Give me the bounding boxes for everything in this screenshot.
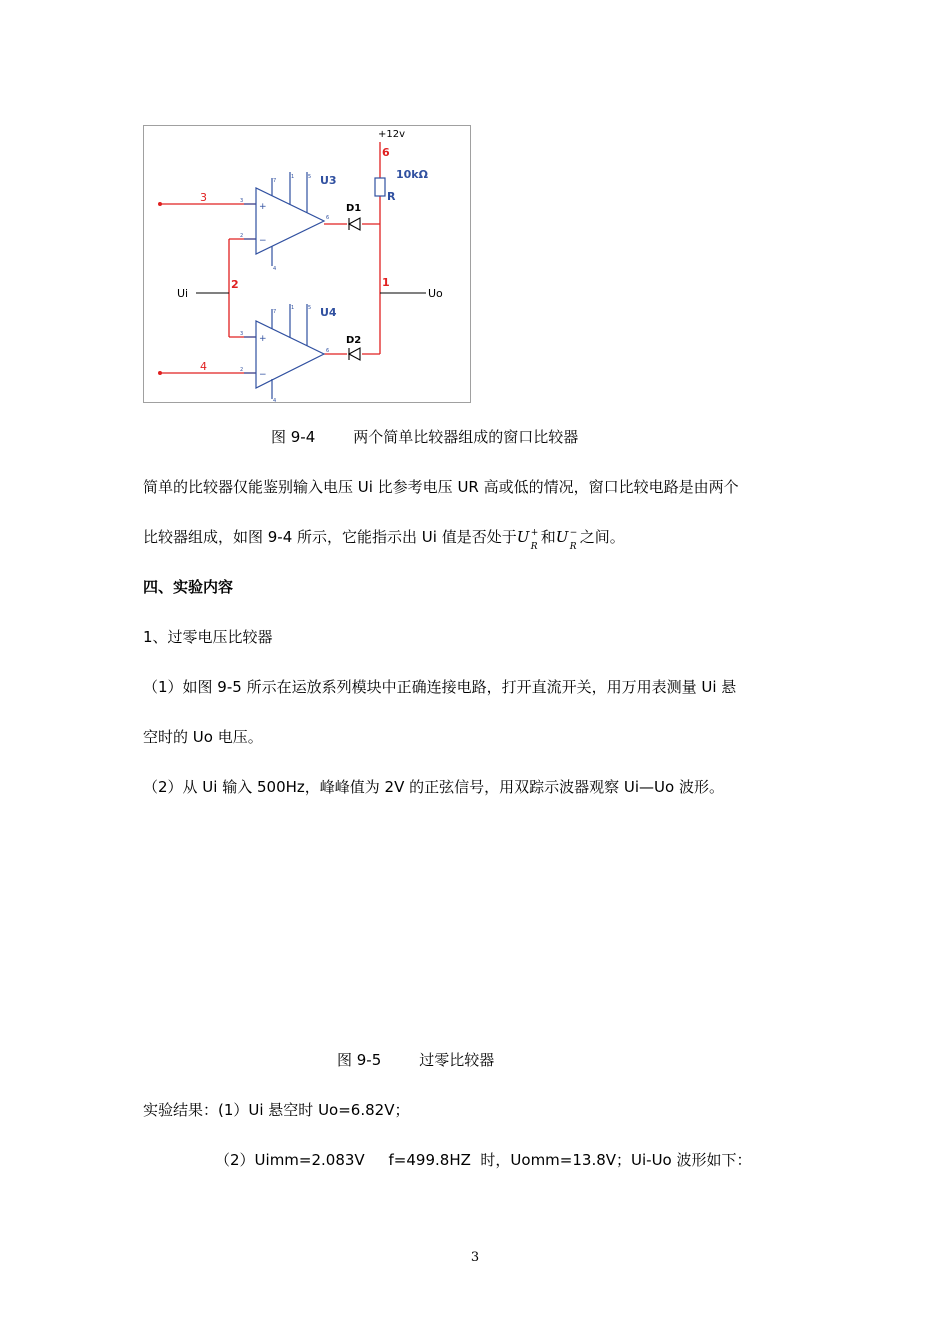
u3-plus: +	[259, 202, 267, 212]
diode-d2-label: D2	[346, 335, 362, 346]
resistor-r	[375, 178, 385, 196]
window-comparator-schematic	[144, 126, 470, 402]
paragraph-1-line-2	[143, 527, 625, 552]
page-number: 3	[470, 1250, 480, 1265]
u3-pin-7: 7	[273, 178, 277, 184]
input-4-label: 4	[200, 360, 207, 373]
figure-9-5-number: 图 9-5	[337, 1051, 382, 1069]
diode-d2	[349, 348, 360, 360]
opamp-u3	[244, 172, 324, 266]
figure-9-4-circuit	[143, 125, 471, 403]
opamp-u4-label: U4	[320, 306, 337, 319]
output-uo-label: Uo	[428, 287, 443, 300]
math-u-r-plus	[516, 527, 541, 552]
paragraph-1-line-1: 简单的比较器仅能鉴别输入电压 Ui 比参考电压 UR 高或低的情况，窗口比较电路是由两个	[143, 478, 739, 496]
supply-label: +12v	[378, 129, 406, 140]
u3-pin-2: 2	[240, 233, 244, 239]
u3-pin-6: 6	[326, 215, 330, 221]
opamp-u3-label: U3	[320, 174, 337, 187]
figure-9-5-title: 过零比较器	[419, 1051, 495, 1069]
u3-pin-5: 5	[308, 174, 312, 180]
math-u1: U	[516, 528, 530, 546]
u4-pin-3: 3	[240, 331, 244, 337]
opamp-u4	[244, 304, 324, 399]
item-1-heading: 1、过零电压比较器	[143, 628, 273, 646]
input-node-top	[158, 202, 162, 206]
math-u1-sub: R	[530, 542, 538, 552]
input-ui-label: Ui	[177, 287, 189, 300]
diode-d1-label: D1	[346, 203, 362, 214]
math-u1-sup: +	[530, 528, 539, 538]
u4-minus: −	[259, 370, 267, 380]
para1-line2-post: 之间。	[579, 528, 625, 546]
u4-plus: +	[259, 334, 267, 344]
u4-pin-7: 7	[273, 309, 277, 315]
node-2-label: 2	[231, 278, 239, 291]
node-6-label: 6	[382, 146, 390, 159]
input-node-bottom	[158, 371, 162, 375]
resistor-value: 10kΩ	[396, 168, 428, 181]
u3-pin-3: 3	[240, 198, 244, 204]
para1-line2-mid: 和	[540, 528, 556, 546]
u4-pin-6: 6	[326, 348, 330, 354]
math-u2-sup: −	[569, 528, 578, 538]
u3-pin-4: 4	[273, 266, 277, 272]
u3-minus: −	[259, 236, 267, 246]
u4-pin-5: 5	[308, 305, 312, 311]
section-heading: 四、实验内容	[143, 578, 234, 596]
para1-line2-pre: 比较器组成，如图 9-4 所示，它能指示出 Ui 值是否处于	[143, 528, 517, 546]
step-1-line-2: 空时的 Uo 电压。	[143, 728, 263, 746]
math-u-r-minus	[555, 527, 580, 552]
result-line-1: 实验结果：(1）Ui 悬空时 Uo=6.82V；	[143, 1101, 410, 1119]
node-1-label: 1	[382, 276, 390, 289]
step-1-line-1: （1）如图 9-5 所示在运放系列模块中正确连接电路，打开直流开关，用万用表测量 Ui 悬	[143, 678, 737, 696]
u4-pin-1: 1	[291, 305, 295, 311]
input-3-label: 3	[200, 191, 207, 204]
result-line-2: （2）Uimm=2.083V f=499.8HZ 时，Uomm=13.8V；Ui-Uo 波形如下：	[215, 1151, 752, 1169]
u4-pin-2: 2	[240, 367, 244, 373]
u3-pin-1: 1	[291, 174, 295, 180]
resistor-name: R	[387, 190, 396, 203]
math-u2-sub: R	[569, 542, 577, 552]
figure-9-4-number: 图 9-4	[271, 428, 316, 446]
figure-9-4-caption	[271, 427, 578, 447]
diode-d1	[349, 218, 360, 230]
math-u2: U	[555, 528, 569, 546]
u4-pin-4: 4	[273, 398, 277, 402]
figure-9-5-caption	[337, 1050, 494, 1070]
step-2: （2）从 Ui 输入 500Hz，峰峰值为 2V 的正弦信号，用双踪示波器观察 Ui—Uo 波形。	[143, 778, 724, 796]
figure-9-4-title: 两个简单比较器组成的窗口比较器	[353, 428, 579, 446]
